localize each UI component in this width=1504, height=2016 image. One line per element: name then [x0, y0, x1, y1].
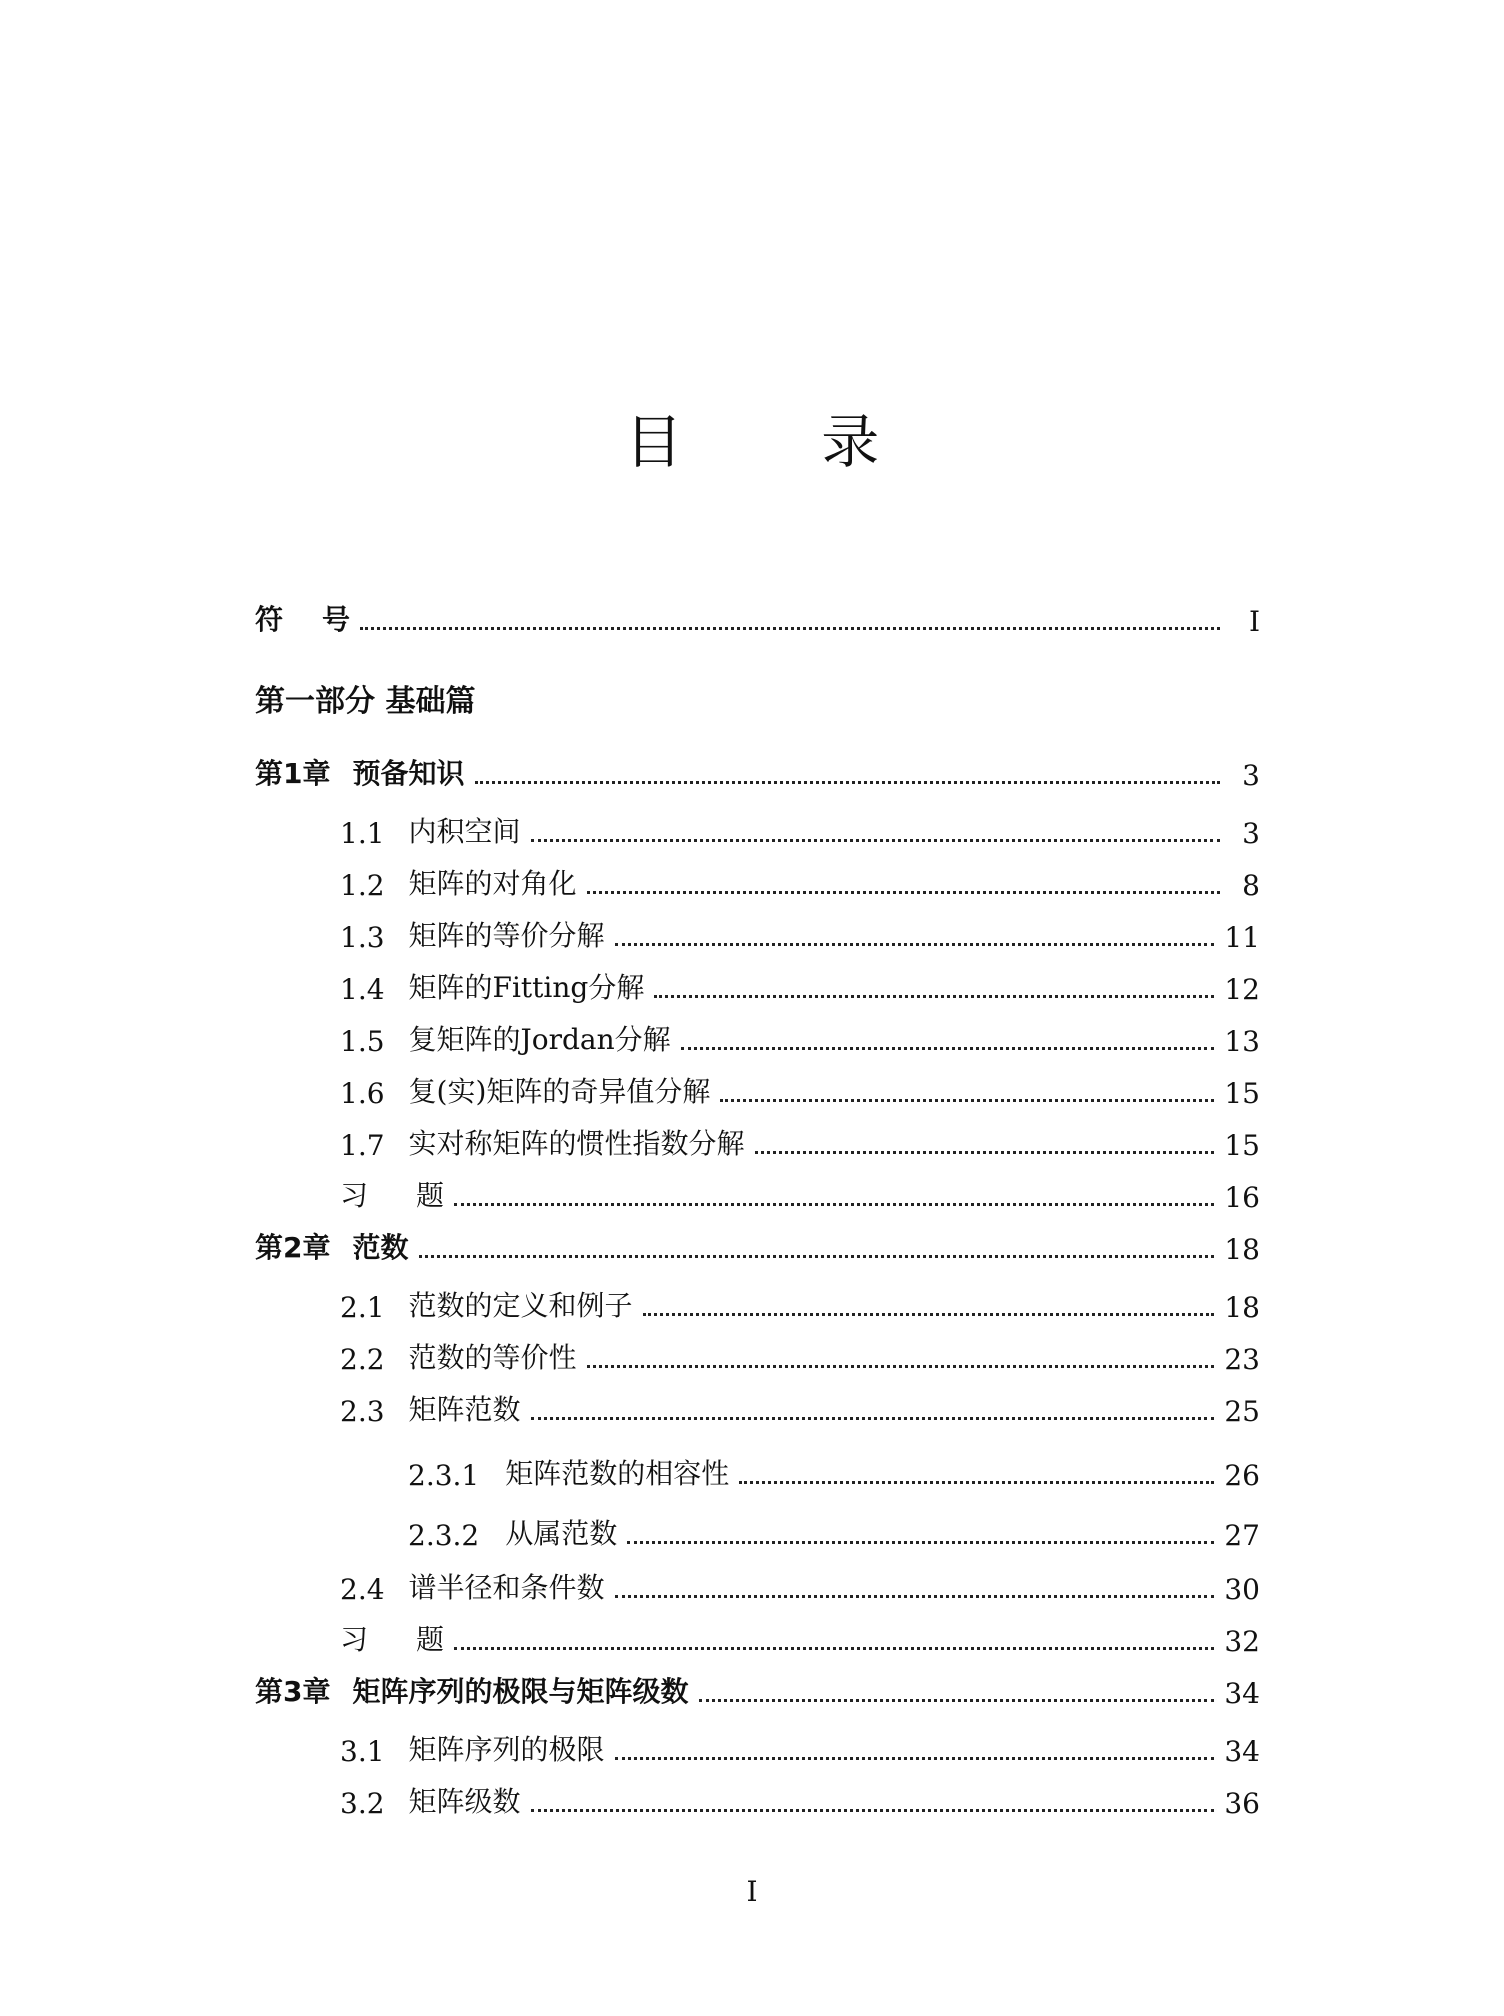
toc-entry-number: 2.4 — [340, 1573, 385, 1606]
toc-entry-page: 18 — [1224, 1233, 1260, 1266]
toc-entry-page: 13 — [1224, 1025, 1260, 1058]
toc-entry-page: I — [1248, 605, 1260, 638]
toc-entry-label: 范数的等价性 — [408, 1341, 577, 1374]
toc-entry-label: 矩阵的等价分解 — [408, 919, 605, 952]
toc-entry-symbols[interactable] — [255, 598, 1260, 638]
toc-entry-label: 预备知识 — [352, 757, 465, 790]
toc-entry-page: 36 — [1224, 1787, 1260, 1820]
toc-entry[interactable] — [340, 862, 1260, 902]
dot-leader — [755, 1151, 1215, 1154]
toc-entry-page: 32 — [1224, 1625, 1260, 1658]
page-title: 目 录 — [624, 408, 940, 476]
dot-leader — [360, 627, 1220, 630]
toc-entry[interactable] — [340, 1122, 1260, 1162]
toc-entry-label: 矩阵的对角化 — [408, 867, 577, 900]
toc-entry-label: 范数 — [352, 1231, 409, 1264]
toc-entry-label: 复(实)矩阵的奇异值分解 — [408, 1075, 711, 1108]
page-number: I — [746, 1875, 758, 1908]
toc-entry-label: 矩阵范数 — [408, 1393, 521, 1426]
toc-entry-label: 矩阵范数的相容性 — [505, 1457, 730, 1490]
toc-entry-label: 实对称矩阵的惯性指数分解 — [408, 1127, 745, 1160]
toc-entry-number: 1.6 — [340, 1077, 385, 1110]
toc-entry-number: 2.3.2 — [408, 1519, 480, 1552]
toc-entry-label: 矩阵序列的极限与矩阵级数 — [352, 1675, 689, 1708]
toc-entry-number: 第3章 — [255, 1675, 331, 1708]
dot-leader — [699, 1699, 1215, 1702]
toc-entry-label: 复矩阵的Jordan分解 — [408, 1023, 671, 1056]
dot-leader — [627, 1541, 1214, 1544]
toc-entry[interactable] — [340, 1018, 1260, 1058]
toc-entry[interactable] — [340, 1728, 1260, 1768]
toc-entry[interactable] — [255, 1670, 1260, 1710]
dot-leader — [643, 1313, 1215, 1316]
toc-entry[interactable] — [255, 752, 1260, 792]
toc-entry-number: 第2章 — [255, 1231, 331, 1264]
toc-entry[interactable] — [340, 1174, 1260, 1214]
dot-leader — [681, 1047, 1215, 1050]
toc-entry-label: 题 — [416, 1623, 445, 1656]
dot-leader — [654, 995, 1214, 998]
toc-entry-page: 34 — [1224, 1677, 1260, 1710]
toc-entry[interactable] — [340, 1070, 1260, 1110]
dot-leader — [419, 1255, 1215, 1258]
toc-entry-page: 12 — [1224, 973, 1260, 1006]
dot-leader — [454, 1203, 1214, 1206]
toc-entry-label: 矩阵的Fitting分解 — [408, 971, 645, 1004]
toc-entry-number: 第1章 — [255, 757, 331, 790]
toc-entry-number: 3.1 — [340, 1735, 385, 1768]
toc-entry-number: 2.2 — [340, 1343, 385, 1376]
toc-entry[interactable] — [340, 1566, 1260, 1606]
toc-entry-number: 习 — [340, 1179, 369, 1212]
dot-leader — [475, 781, 1221, 784]
toc-entry[interactable] — [340, 810, 1260, 850]
toc-entry-number: 习 — [340, 1623, 369, 1656]
toc-entry-number: 2.1 — [340, 1291, 385, 1324]
toc-entry-number: 1.5 — [340, 1025, 385, 1058]
toc-entry-number: 1.7 — [340, 1129, 385, 1162]
toc-entry[interactable] — [255, 1226, 1260, 1266]
dot-leader — [739, 1481, 1214, 1484]
toc-entry-label: 符 号 — [255, 603, 350, 636]
toc-entry-label: 矩阵级数 — [408, 1785, 521, 1818]
toc-entry[interactable] — [340, 1336, 1260, 1376]
toc-entry-page: 34 — [1224, 1735, 1260, 1768]
toc-entry-number: 1.1 — [340, 817, 385, 850]
toc-entry[interactable] — [408, 1512, 1260, 1552]
toc-entry[interactable] — [340, 1388, 1260, 1428]
dot-leader — [531, 1809, 1215, 1812]
toc-entry-number: 3.2 — [340, 1787, 385, 1820]
toc-entry-label: 题 — [416, 1179, 445, 1212]
toc-entry-label: 从属范数 — [505, 1517, 618, 1550]
toc-entry[interactable] — [340, 1780, 1260, 1820]
toc-entry-number: 2.3 — [340, 1395, 385, 1428]
part-heading: 第一部分 基础篇 — [255, 684, 476, 719]
toc-entry-number: 2.3.1 — [408, 1459, 480, 1492]
dot-leader — [587, 1365, 1215, 1368]
dot-leader — [615, 1595, 1215, 1598]
dot-leader — [531, 1417, 1215, 1420]
toc-entry[interactable] — [340, 1284, 1260, 1324]
toc-entry-label: 矩阵序列的极限 — [408, 1733, 605, 1766]
dot-leader — [531, 839, 1220, 842]
toc-entry[interactable] — [340, 1618, 1260, 1658]
toc-entry-page: 8 — [1242, 869, 1260, 902]
toc-entry-page: 3 — [1242, 817, 1260, 850]
toc-entry-number: 1.3 — [340, 921, 385, 954]
dot-leader — [615, 943, 1215, 946]
toc-entry-page: 3 — [1242, 759, 1260, 792]
toc-entry[interactable] — [340, 914, 1260, 954]
dot-leader — [587, 891, 1220, 894]
toc-entry-label: 内积空间 — [408, 815, 521, 848]
dot-leader — [720, 1099, 1214, 1102]
toc-entry-page: 25 — [1224, 1395, 1260, 1428]
toc-entry-page: 15 — [1224, 1077, 1260, 1110]
toc-entry-page: 30 — [1224, 1573, 1260, 1606]
toc-entry-page: 18 — [1224, 1291, 1260, 1324]
toc-entry-page: 16 — [1224, 1181, 1260, 1214]
toc-entry-number: 1.2 — [340, 869, 385, 902]
toc-entry-page: 27 — [1224, 1519, 1260, 1552]
toc-entry-page: 26 — [1224, 1459, 1260, 1492]
toc-entry-label: 谱半径和条件数 — [408, 1571, 605, 1604]
toc-entry-page: 15 — [1224, 1129, 1260, 1162]
dot-leader — [615, 1757, 1215, 1760]
toc-entry-number: 1.4 — [340, 973, 385, 1006]
toc-entry-label: 范数的定义和例子 — [408, 1289, 633, 1322]
toc-entry-page: 11 — [1224, 921, 1260, 954]
dot-leader — [454, 1647, 1214, 1650]
toc-entry-page: 23 — [1224, 1343, 1260, 1376]
toc-entry[interactable] — [408, 1452, 1260, 1492]
toc-entry[interactable] — [340, 966, 1260, 1006]
